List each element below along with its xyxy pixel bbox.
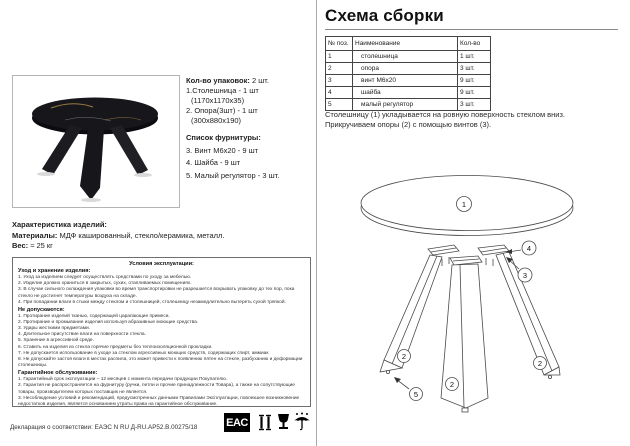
cell-qty: 9 шт.	[458, 87, 491, 99]
cell-name: опора	[353, 63, 458, 75]
cell-qty: 3 шт.	[458, 63, 491, 75]
product-photo	[12, 75, 180, 208]
header-name: Наименование	[353, 37, 458, 51]
hardware-item: 5. Малый регулятор - 3 шт.	[186, 170, 280, 180]
diagram-label-washer	[522, 241, 536, 255]
diagram-label-leg-middle	[446, 378, 459, 391]
warranty-item: 1. Гарантийный срок эксплуатации – 12 месяцев с момента передачи продукции Покупателю.	[18, 377, 228, 383]
declaration-of-conformity	[10, 424, 197, 431]
not-allowed-item: 4. Длительное присутствие влаги на поверхности стекла.	[18, 332, 146, 338]
not-allowed-item: 2. Протирание и промывание изделия используя абразивные моющие средства.	[18, 319, 199, 325]
care-item: 3. В случае сильного охлаждения упаковки во время транспортировки не разрешается вскрывать упаковку до тех пор, пока стекло не достигнет температуры воздуха на складе.	[18, 287, 295, 299]
cell-pos: 3	[326, 75, 353, 87]
cell-name: столешница	[353, 51, 458, 63]
not-allowed-title: Не допускаются:	[18, 306, 65, 313]
conditions-title: Условия эксплуатации:	[129, 261, 194, 267]
cell-pos: 1	[326, 51, 353, 63]
instruction-line: Прикручиваем опоры (2) с помощью винтов (3).	[325, 120, 492, 129]
header-position: № поз.	[326, 37, 353, 51]
not-allowed-item: 7. Не допускается использование в уходе за стеклом агрессивных моющих средств, содержащих спирт, аммиак	[18, 350, 269, 356]
not-allowed-item: 1. Протирание изделий тканью, содержащей царапающие примеси.	[18, 313, 170, 319]
not-allowed-item: 3. Удары жесткими предметами.	[18, 326, 91, 332]
leader-regulator	[394, 377, 409, 389]
weight-value: ≈ 25 кг	[28, 241, 53, 250]
materials-label: Материалы:	[12, 230, 58, 240]
packing-label: Кол-во упаковок:	[186, 76, 250, 85]
usage-conditions-box	[12, 257, 311, 407]
diagram-label-screw	[518, 268, 532, 282]
not-allowed-item: 6. Ставить на изделия из стекла горячие предметы без теплоизоляционной прокладки.	[18, 344, 213, 350]
warranty-item: 2. Гарантия не распространяется на фурнитуру (ручки, петли и прочие принадлежности Товара), а также на сопутствующие товары, производителем которых поставщик не является.	[18, 383, 295, 395]
warranty-title: Гарантийное обслуживание:	[18, 370, 98, 377]
diagram-label-leg-right	[534, 357, 547, 370]
packing-line: 1.Столешница - 1 шт	[186, 86, 259, 95]
cell-name: шайба	[353, 87, 458, 99]
characteristics-block	[12, 220, 312, 252]
svg-text:5: 5	[413, 390, 419, 399]
column-divider	[316, 0, 317, 446]
diagram-label-regulator	[410, 388, 423, 401]
weight-line	[12, 241, 312, 252]
characteristics-title: Характеристика изделий:	[12, 220, 107, 229]
header-qty: Кол-во	[458, 37, 491, 51]
table-row	[326, 99, 491, 111]
hardware-item: 4. Шайба - 9 шт	[186, 158, 241, 167]
eac-certification-icon: EAC	[224, 413, 250, 432]
materials-line	[12, 231, 312, 242]
table-header-row	[326, 37, 491, 51]
leg-left	[380, 255, 442, 374]
cell-pos: 5	[326, 99, 353, 111]
diagram-label-tabletop	[457, 197, 472, 212]
cell-qty: 3 шт.	[458, 99, 491, 111]
table-row	[326, 51, 491, 63]
table-photo-graphic	[13, 76, 177, 205]
weight-label: Вес:	[12, 241, 29, 250]
svg-text:4: 4	[526, 244, 532, 253]
stacking-limit-icon	[258, 414, 272, 431]
packing-line: (300х880х190)	[191, 116, 242, 125]
table-row	[326, 75, 491, 87]
cell-qty: 9 шт.	[458, 75, 491, 87]
exploded-assembly-diagram	[338, 148, 623, 440]
diagram-label-leg-left	[398, 350, 411, 363]
table-row	[326, 63, 491, 75]
cell-pos: 2	[326, 63, 353, 75]
svg-text:2: 2	[401, 352, 407, 361]
keep-dry-umbrella-icon	[293, 412, 311, 431]
care-item: 4. При попадании влаги в стыки между стеклом и столешницей, столешницу незамедлительно вытереть сухой тряпкой.	[18, 299, 286, 305]
leg-middle	[441, 264, 488, 412]
warranty-item: 3. Несоблюдение условий и рекомендаций, предусмотренных данными Правилами Эксплуатации, повлекшее возникновение недостатков изделия, является основанием утраты права на гарантийное обслуживание.	[18, 395, 300, 407]
cell-pos: 4	[326, 87, 353, 99]
instruction-line: Столешницу (1) укладывается на ровную поверхность стеклом вниз.	[325, 110, 566, 119]
declaration-number: ЕАЭС N RU Д-RU.АР52.В.00275/18	[92, 424, 198, 431]
cell-name: малый регулятор	[353, 99, 458, 111]
packing-line: (1170х1170х35)	[191, 96, 245, 105]
packing-value: 2 шт.	[249, 76, 269, 85]
care-item: 1. Уход за изделием следует осуществлять средствами по уходу за мебелью.	[18, 274, 192, 280]
declaration-label: Декларация о соответствии:	[10, 424, 93, 431]
not-allowed-item: 8. Не допускайте застоя влаги в местах распила, это может привести к появлению пятен на стекле, разбуханию и деформации столешницы.	[18, 357, 303, 369]
hardware-item: 3. Винт М6х20 - 9 шт	[186, 145, 259, 155]
materials-value: МДФ кашированный, стекло/керамика, металл.	[57, 230, 225, 240]
packing-line: 2. Опора(3шт) - 1 шт	[186, 106, 258, 115]
care-item: 2. Изделие должно храниться в закрытых, сухих, отапливаемых помещениях.	[18, 281, 192, 287]
fragile-glass-icon	[277, 413, 290, 431]
table-row	[326, 87, 491, 99]
packing-info	[186, 76, 312, 181]
regulator-foot	[462, 408, 468, 412]
care-title: Уход и хранение изделия:	[18, 268, 91, 275]
svg-text:3: 3	[522, 271, 528, 280]
packing-count-line	[186, 76, 312, 86]
cell-name: винт М6х20	[353, 75, 458, 87]
hardware-title: Список фурнитуры:	[186, 133, 261, 142]
parts-list-table	[325, 36, 491, 111]
cell-qty: 1 шт.	[458, 51, 491, 63]
svg-text:1: 1	[461, 200, 467, 209]
not-allowed-item: 5. Хранение в агрессивной среде.	[18, 338, 94, 344]
assembly-instructions	[325, 110, 617, 130]
page-title: Схема сборки	[325, 6, 444, 25]
svg-text:2: 2	[449, 380, 455, 389]
svg-text:2: 2	[537, 359, 543, 368]
title-underline	[325, 29, 618, 30]
